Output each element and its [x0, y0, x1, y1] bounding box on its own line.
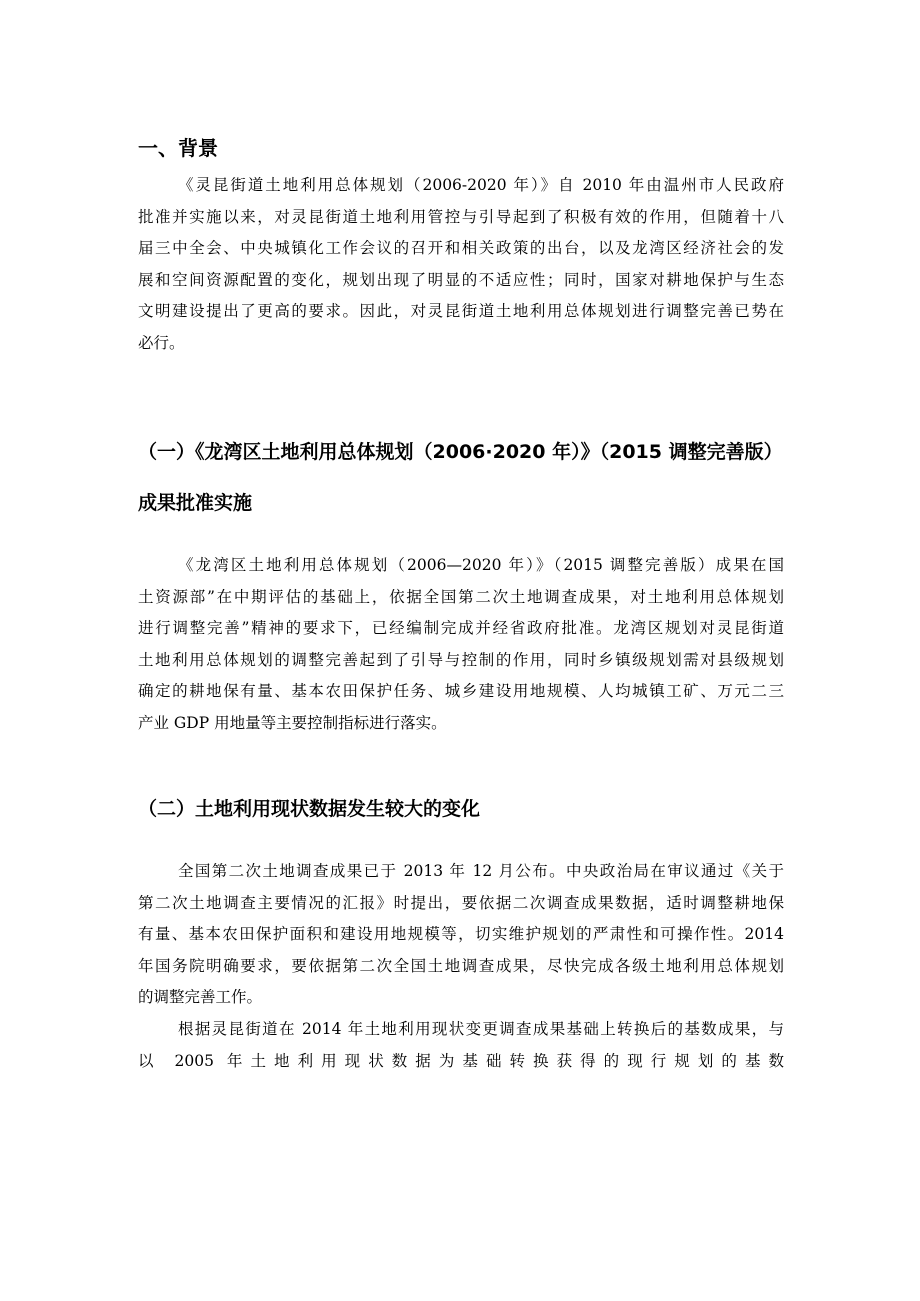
paragraph-line: 展和空间资源配置的变化，规划出现了明显的不适应性；同时，国家对耕地保护与生态 — [138, 270, 784, 289]
baseline-comparison-paragraph — [138, 1014, 784, 1077]
longwan-plan-paragraph — [138, 550, 784, 739]
subsection-heading-1-line1 — [138, 437, 784, 467]
background-paragraph — [138, 170, 784, 359]
paragraph-line: 《灵昆街道土地利用总体规划（2006-2020 年）》自 2010 年由温州市人民政府 — [178, 176, 784, 194]
section-heading-background: 一、背景 — [138, 136, 218, 160]
subsection-heading-1-text: （一）《龙湾区土地利用总体规划（2006·2020 年）》（2015 调整完善版） — [138, 441, 783, 463]
paragraph-line: 土资源部”在中期评估的基础上，依据全国第二次土地调查成果，对土地利用总体规划 — [138, 587, 784, 606]
paragraph-line: 以 2005 年土地利用现状数据为基础转换获得的现行规划的基数 — [138, 1051, 784, 1070]
subsection-heading-1-line2: 成果批准实施 — [138, 492, 253, 514]
paragraph-line: 《龙湾区土地利用总体规划（2006—2020 年）》（2015 调整完善版）成果在国 — [178, 556, 784, 574]
paragraph-line: 进行调整完善”精神的要求下，已经编制完成并经省政府批准。龙湾区规划对灵昆街道 — [138, 619, 784, 637]
paragraph-line: 根据灵昆街道在 2014 年土地利用现状变更调查成果基础上转换后的基数成果，与 — [178, 1020, 784, 1038]
paragraph-line: 有量、基本农田保护面积和建设用地规模等，切实维护规划的严肃性和可操作性。2014 — [138, 925, 784, 943]
paragraph-line: 批准并实施以来，对灵昆街道土地利用管控与引导起到了积极有效的作用，但随着十八 — [138, 207, 784, 226]
paragraph-line: 第二次土地调查主要情况的汇报》时提出，要依据二次调查成果数据，适时调整耕地保 — [138, 893, 784, 912]
paragraph-line: 的调整完善工作。 — [138, 988, 263, 1006]
paragraph-line: 确定的耕地保有量、基本农田保护任务、城乡建设用地规模、人均城镇工矿、万元二三 — [138, 682, 784, 700]
paragraph-line: 全国第二次土地调查成果已于 2013 年 12 月公布。中央政治局在审议通过《关于 — [178, 862, 784, 880]
subsection-heading-2: （二）土地利用现状数据发生较大的变化 — [138, 798, 481, 820]
land-survey-paragraph — [138, 856, 784, 1014]
paragraph-line: 届三中全会、中央城镇化工作会议的召开和相关政策的出台，以及龙湾区经济社会的发 — [138, 239, 784, 257]
paragraph-line: 必行。 — [138, 333, 185, 352]
paragraph-line: 文明建设提出了更高的要求。因此，对灵昆街道土地利用总体规划进行调整完善已势在 — [138, 302, 784, 320]
paragraph-line: 产业 GDP 用地量等主要控制指标进行落实。 — [138, 713, 447, 732]
paragraph-line: 年国务院明确要求，要依据第二次全国土地调查成果，尽快完成各级土地利用总体规划 — [138, 956, 784, 975]
paragraph-line: 土地利用总体规划的调整完善起到了引导与控制的作用，同时乡镇级规划需对县级规划 — [138, 650, 784, 669]
